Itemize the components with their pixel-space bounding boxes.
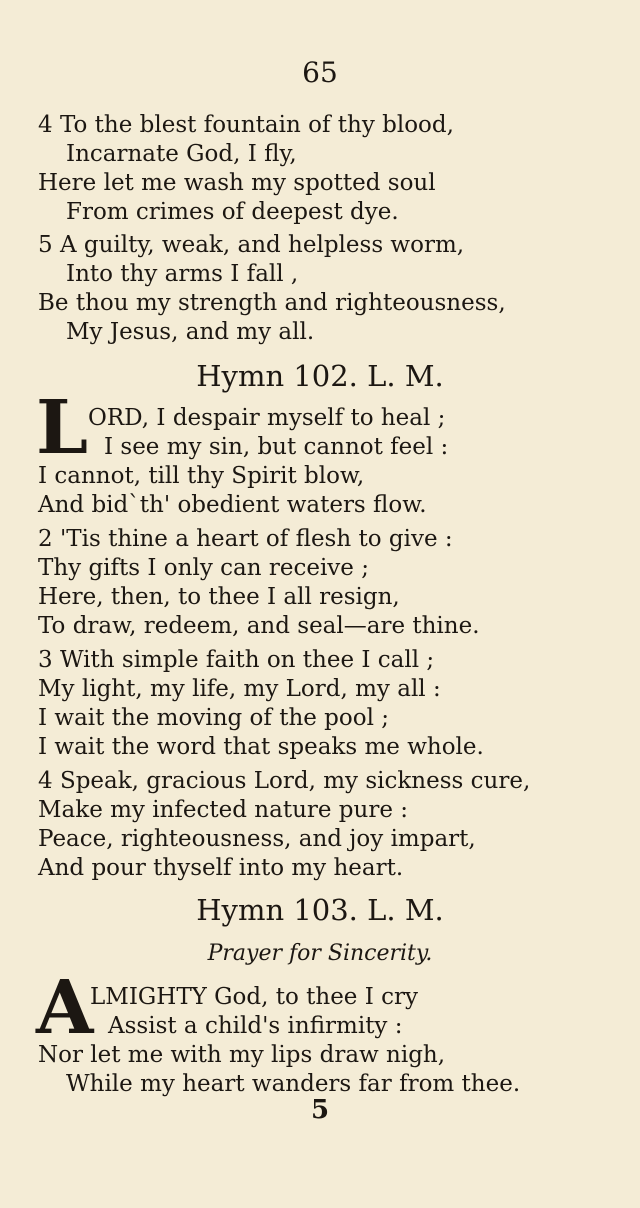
verse-line: And bid`th' obedient waters flow. (38, 492, 427, 518)
verse-line: Assist a child's infirmity : (108, 1013, 403, 1039)
verse-line: To draw, redeem, and seal—are thine. (38, 613, 480, 639)
verse-line: My Jesus, and my all. (66, 319, 315, 345)
verse-line: Thy gifts I only can receive ; (38, 555, 369, 581)
hymn-title: Hymn 102. L. M. (196, 359, 444, 393)
verse-line: I wait the moving of the pool ; (38, 705, 390, 731)
verse-line: 2 'Tis thine a heart of flesh to give : (38, 526, 453, 552)
verse-line: I cannot, till thy Spirit blow, (38, 463, 365, 489)
verse-line: Into thy arms I fall , (66, 261, 299, 287)
verse-line: I wait the word that speaks me whole. (38, 734, 484, 760)
verse-line: Make my infected nature pure : (38, 797, 408, 823)
verse-line: From crimes of deepest dye. (66, 199, 399, 225)
page-number: 65 (302, 56, 338, 89)
verse-line: 4 Speak, gracious Lord, my sickness cure, (38, 768, 531, 794)
drop-cap: L (36, 385, 89, 471)
verse-line: Peace, righteousness, and joy impart, (38, 826, 476, 852)
signature-mark: 5 (310, 1095, 330, 1125)
verse-line: Nor let me with my lips draw nigh, (38, 1042, 446, 1068)
verse-line: 3 With simple faith on thee I call ; (38, 647, 435, 673)
verse-line: Be thou my strength and righteousness, (38, 290, 506, 316)
verse-line: Incarnate God, I fly, (66, 141, 297, 167)
drop-cap: A (36, 965, 94, 1051)
verse-line: And pour thyself into my heart. (38, 855, 404, 881)
verse-line: 5 A guilty, weak, and helpless worm, (38, 232, 465, 258)
verse-line: LMIGHTY God, to thee I cry (90, 984, 418, 1010)
verse-line: I see my sin, but cannot feel : (104, 434, 449, 460)
verse-line: ORD, I despair myself to heal ; (88, 405, 446, 431)
hymn-title: Hymn 103. L. M. (196, 893, 444, 927)
verse-line: Here, then, to thee I all resign, (38, 584, 400, 610)
hymn-subtitle: Prayer for Sincerity. (207, 941, 433, 966)
verse-line: While my heart wanders far from thee. (66, 1071, 521, 1097)
verse-line: Here let me wash my spotted soul (38, 170, 436, 196)
verse-line: My light, my life, my Lord, my all : (38, 676, 441, 702)
verse-line: 4 To the blest fountain of thy blood, (38, 112, 454, 138)
